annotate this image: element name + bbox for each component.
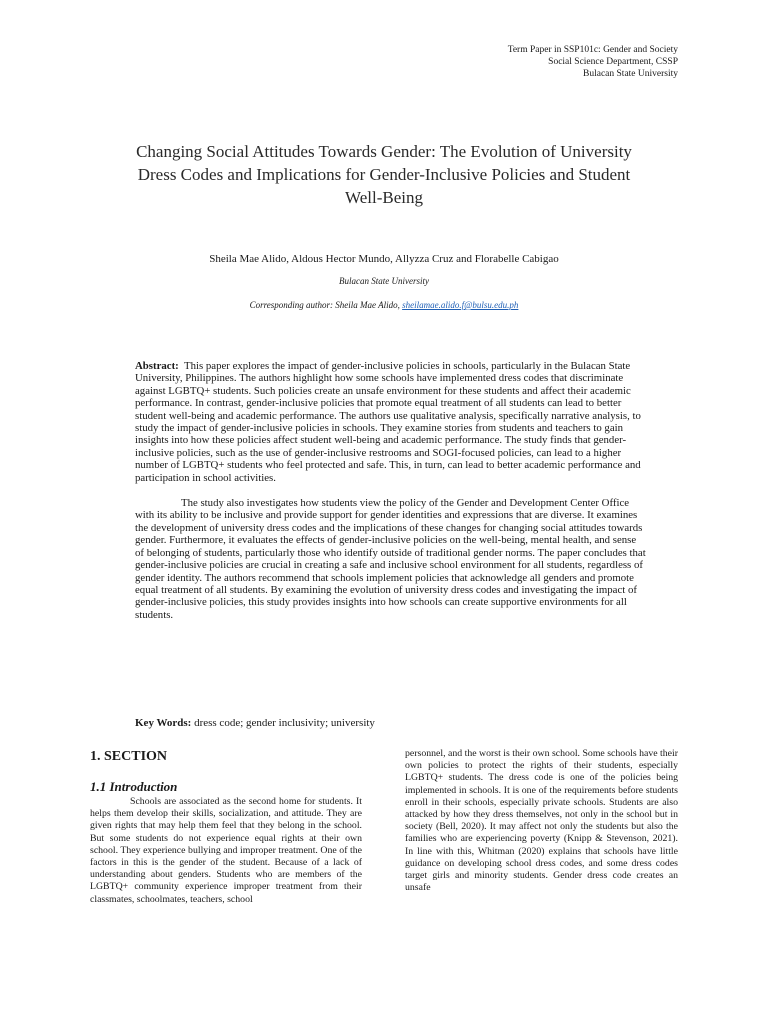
- running-header: [508, 44, 678, 80]
- intro-text-right: personnel, and the worst is their own school. Some schools have their own policies to protect the rights of their students, especially LGBTQ+ students. The dress code is one of the policies being implemented in schools. It is one of the requirements before students enroll in their schools, especially private schools. Students are also attacked by how they dress themselves, not only in the school but in society (Bell, 2020). It may affect not only the students but also the families who are experiencing poverty (Knipp & Stevenson, 2021). In line with this, Whitman (2020) explains that schools have little guidance on developing school dress codes, and some dress codes target girls and minority students. Gender dress code creates an unsafe: [405, 748, 678, 894]
- header-course: Term Paper in SSP101c: Gender and Society: [507, 45, 678, 55]
- abstract-paragraph-2: The study also investigates how students view the policy of the Gender and Development Center Office with its ability to be inclusive and provide support for gender identities and expressions that are diverse. It examines the development of university dress codes and the implications of these changes for changing social attitudes towards gender. Furthermore, it evaluates the effects of gender-inclusive policies on the well-being, mental health, and sense of belonging of students, particularly those who identify outside of traditional gender norms. The paper concludes that gender-inclusive policies are crucial in creating a safe and inclusive school environment for all students, regardless of gender identity. The authors recommend that schools implement policies that acknowledge all genders and promote equal treatment of all students. By examining the evolution of university dress codes and investigating the impact of gender-inclusive policies, this study provides insights into how schools can create supportive environments for all students.: [135, 497, 646, 621]
- abstract-label: Abstract:: [135, 360, 179, 372]
- corresponding-author: [0, 300, 768, 310]
- corresponding-email-link[interactable]: sheilamae.alido.f@bulsu.edu.ph: [402, 300, 519, 310]
- section-heading: 1. SECTION: [90, 749, 168, 764]
- corresponding-label: Corresponding author: Sheila Mae Alido,: [249, 300, 403, 310]
- right-column: [405, 748, 678, 894]
- header-department: Social Science Department, CSSP: [548, 57, 678, 67]
- subsection-heading: 1.1 Introduction: [90, 779, 178, 794]
- keywords-text: dress code; gender inclusivity; university: [191, 717, 375, 729]
- keywords-label: Key Words:: [135, 717, 192, 729]
- abstract-block: [135, 360, 647, 621]
- intro-text-left: Schools are associated as the second home for students. It helps them develop their skills, socialization, and attitude. They are given rights that may help them feel that they belong in the school. But some students do not experience equal rights at their own school. They experience bullying and improper treatment. One of the factors in this is the gender of the student. Because of a lack of understanding about genders. Students who are members of the LGBTQ+ community experience improper treatment from their classmates, schoolmates, teachers, school: [90, 796, 362, 905]
- abstract-paragraph-1: [135, 360, 647, 484]
- author-affiliation: Bulacan State University: [339, 276, 429, 286]
- abstract-text-1: This paper explores the impact of gender-inclusive policies in schools, particularly in the Bulacan State University, Philippines. The authors highlight how some schools have implemented dress codes that discriminate against LGBTQ+ students. Such policies create an unsafe environment for these students and affect their academic performance. In contrast, gender-inclusive policies that promote equal treatment of all students can lead to better student well-being and academic performance. The authors use qualitative analysis, specifically narrative analysis, to study the impact of gender-inclusive policies in schools. They examine stories from students and teachers to gain insights into how these policies affect student well-being and academic performance. The study finds that gender-inclusive policies, such as the use of gender-inclusive restrooms and SOGI-focused policies, can lead to a higher number of LGBTQ+ students who feel protected and safe. This, in turn, can lead to better academic performance and participation in school activities.: [135, 360, 641, 484]
- paper-title: Changing Social Attitudes Towards Gender: The Evolution of University Dress Codes and Implications for Gender-Inclusive Policies and Student Well-Being: [136, 142, 632, 207]
- header-university: Bulacan State University: [583, 69, 678, 79]
- keywords-line: [135, 717, 375, 729]
- author-list: Sheila Mae Alido, Aldous Hector Mundo, Allyzza Cruz and Florabelle Cabigao: [209, 253, 559, 265]
- left-column: [90, 748, 362, 906]
